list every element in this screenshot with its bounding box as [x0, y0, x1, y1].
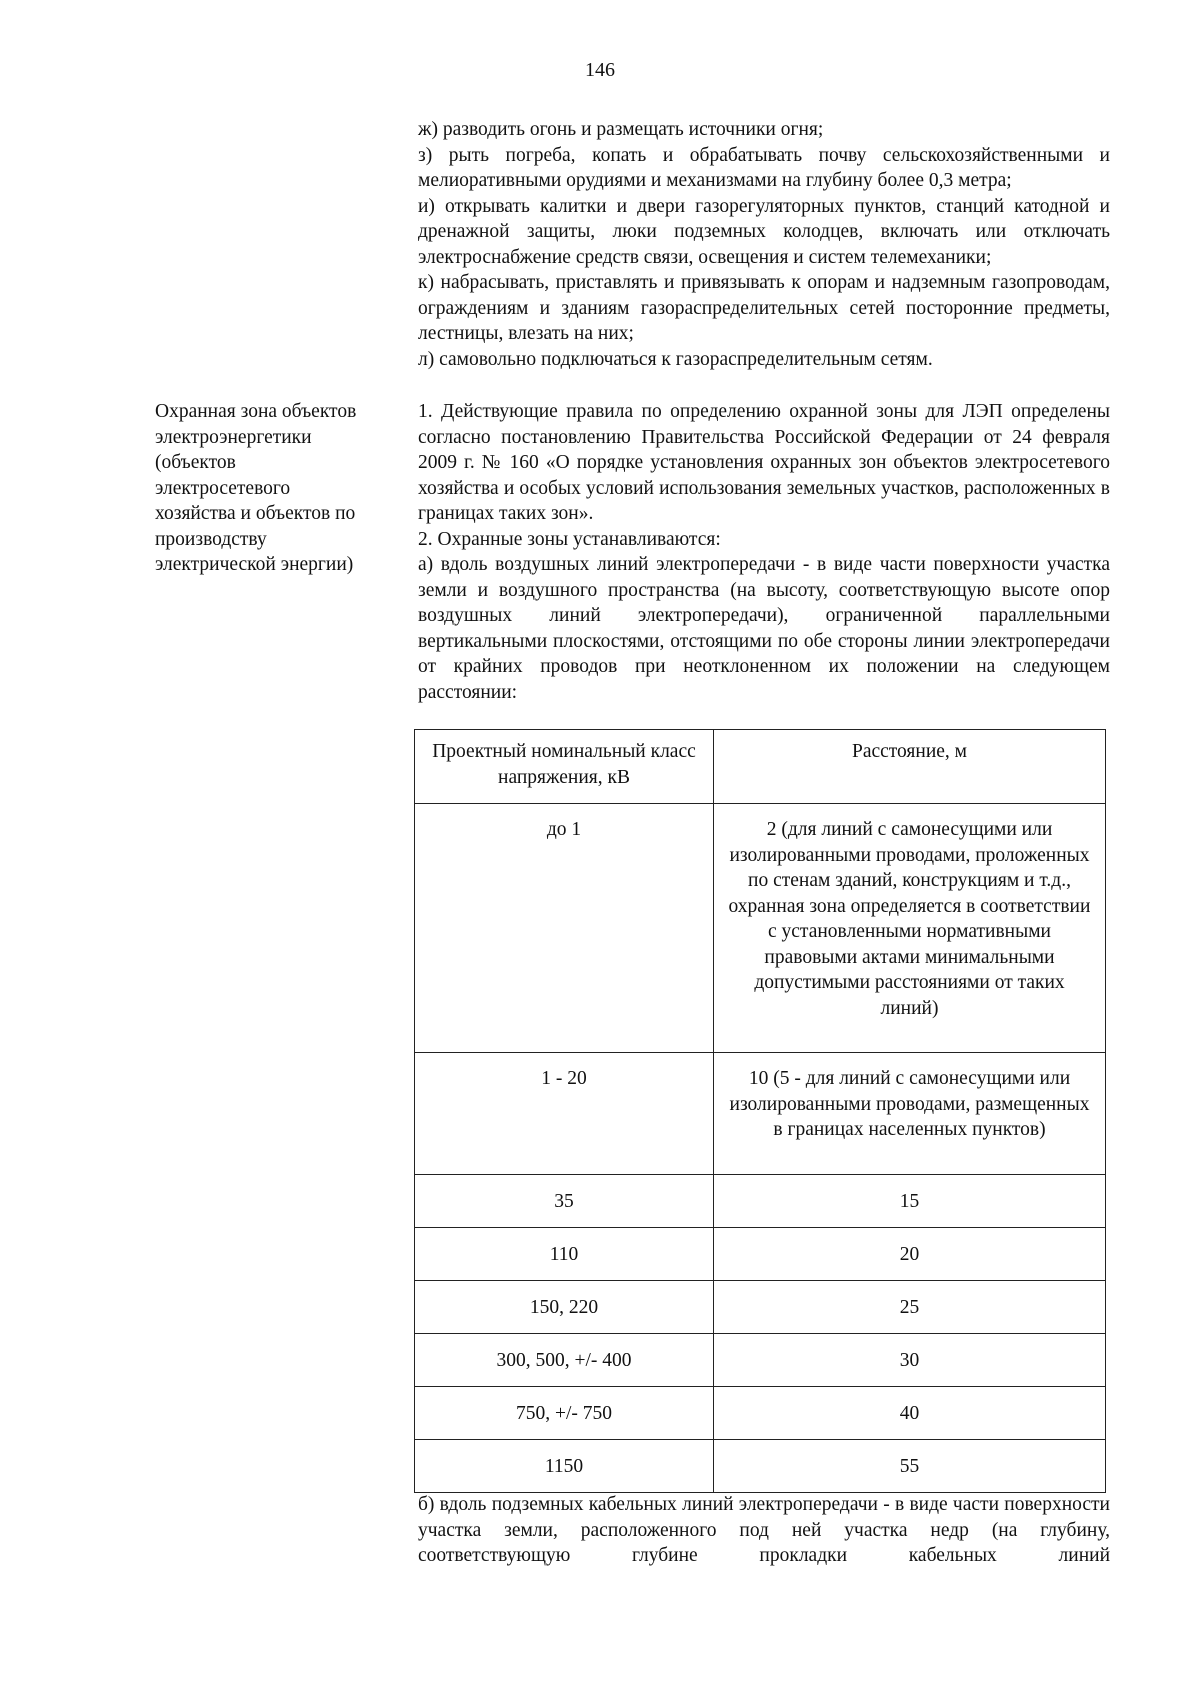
- underground-lines-paragraph: [418, 1492, 1110, 1569]
- zone-title-line: Охранная зона объектов: [155, 401, 357, 422]
- voltage-cell: до 1: [415, 804, 714, 1053]
- table-row: [415, 1175, 1106, 1228]
- voltage-cell: 1 - 20: [415, 1053, 714, 1175]
- table-row: [415, 1281, 1106, 1334]
- zone-title-line: электроэнергетики: [155, 426, 312, 448]
- zone-title-line: (объектов: [155, 452, 236, 473]
- list-item: к) набрасывать, приставлять и привязывать к опорам и надземным газопроводам, ограждениям и зданиям газораспределительных сетей посторонние предметы, лестницы, влезать на них;: [418, 272, 1110, 344]
- distance-cell: 2 (для линий с самонесущими или изолированными проводами, проложенных по стенам зданий, конструкциям и т.д., охранная зона определяется в соответствии с установленными нормативными правовыми актами минимальными допустимыми расстояниями от таких линий): [714, 804, 1106, 1053]
- voltage-cell: 750, +/- 750: [415, 1387, 714, 1440]
- distance-table: [414, 729, 1106, 1493]
- header-voltage: Проектный номинальный класс напряжения, кВ: [415, 730, 714, 804]
- table-row: [415, 1387, 1106, 1440]
- lep-paragraph-1: 1. Действующие правила по определению охранной зоны для ЛЭП определены согласно постановлению Правительства Российской Федерации от 24 февраля 2009 г. № 160 «О порядке установления охранных зон объектов электросетевого хозяйства и особых условий использования земельных участков, расположенных в границах таких зон».: [418, 401, 1110, 524]
- list-item: ж) разводить огонь и размещать источники огня;: [418, 119, 824, 140]
- table-row: [415, 804, 1106, 1053]
- table-row: [415, 1440, 1106, 1493]
- table-row: [415, 1228, 1106, 1281]
- distance-cell: 55: [714, 1440, 1106, 1493]
- zone-title-line: производству: [155, 528, 267, 550]
- voltage-cell: 110: [415, 1228, 714, 1281]
- lep-rules: [418, 399, 1110, 705]
- list-item: л) самовольно подключаться к газораспределительным сетям.: [418, 348, 933, 370]
- zone-title-line: электрической энергии): [155, 554, 354, 575]
- lep-paragraph-3: а) вдоль воздушных линий электропередачи - в виде части поверхности участка земли и воздушного пространства (на высоту, соответствующую высоте опор воздушных линий электропередачи), ограниченной параллельными вертикальными плоскостями, отстоящими по обе стороны линии электропередачи от крайних проводов при неотклоненном их положении на следующем расстоянии:: [418, 554, 1110, 703]
- table-row: [415, 1053, 1106, 1175]
- distance-cell: 30: [714, 1334, 1106, 1387]
- table-header-row: [415, 730, 1106, 804]
- voltage-cell: 1150: [415, 1440, 714, 1493]
- voltage-cell: 35: [415, 1175, 714, 1228]
- prohibitions-list: [418, 117, 1110, 372]
- zone-title: [155, 399, 395, 578]
- lep-paragraph-2: 2. Охранные зоны устанавливаются:: [418, 528, 721, 550]
- zone-title-line: хозяйства и объектов по: [155, 503, 356, 524]
- distance-cell: 10 (5 - для линий с самонесущими или изолированными проводами, размещенных в границах населенных пунктов): [714, 1053, 1106, 1175]
- zone-title-line: электросетевого: [155, 477, 291, 499]
- distance-cell: 40: [714, 1387, 1106, 1440]
- voltage-cell: 300, 500, +/- 400: [415, 1334, 714, 1387]
- distance-cell: 20: [714, 1228, 1106, 1281]
- page-number: 146: [585, 59, 615, 81]
- distance-cell: 15: [714, 1175, 1106, 1228]
- header-distance: Расстояние, м: [714, 730, 1106, 804]
- bottom-text: б) вдоль подземных кабельных линий электропередачи - в виде части поверхности участка земли, расположенного под ней участка недр (на глубину, соответствующую глубине прокладки кабельных линий: [418, 1494, 1110, 1566]
- table-row: [415, 1334, 1106, 1387]
- distance-cell: 25: [714, 1281, 1106, 1334]
- voltage-cell: 150, 220: [415, 1281, 714, 1334]
- list-item: з) рыть погреба, копать и обрабатывать почву сельскохозяйственными и мелиоративными орудиями и механизмами на глубину более 0,3 метра;: [418, 144, 1110, 191]
- list-item: и) открывать калитки и двери газорегуляторных пунктов, станций катодной и дренажной защиты, люки подземных колодцев, включать или отключать электроснабжение средств связи, освещения и систем телемеханики;: [418, 195, 1110, 268]
